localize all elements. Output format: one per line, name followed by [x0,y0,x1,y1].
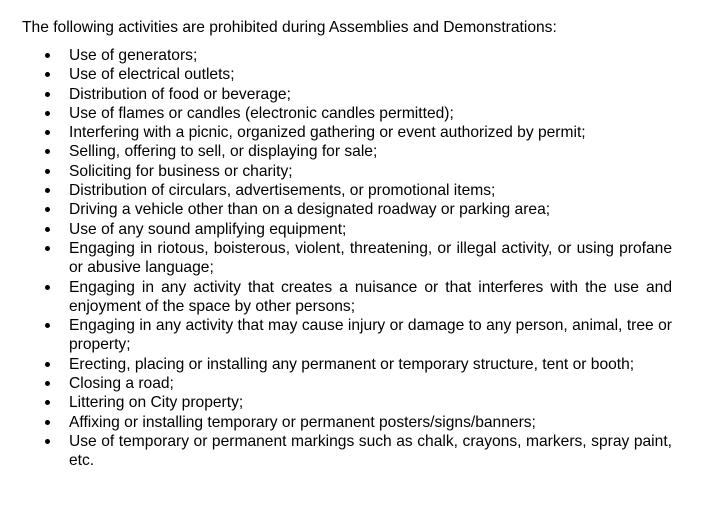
list-item-text: Interfering with a picnic, organized gathering or event authorized by permit; [69,124,586,142]
bullet-icon [45,285,50,290]
list-item-text: Closing a road; [69,375,174,393]
bullet-icon [45,72,50,77]
list-item-text: Erecting, placing or installing any permanent or temporary structure, tent or booth; [69,355,635,373]
list-item [40,181,672,200]
list-item [40,65,672,84]
list-item-text: Littering on City property; [69,394,244,412]
list-item [40,142,672,161]
bullet-icon [45,420,50,425]
list-item-text: Engaging in riotous, boisterous, violent, threatening, or illegal activity, or using profane or abusive language; [69,239,672,277]
list-item-text: Use of generators; [69,47,198,64]
bullet-icon [45,362,50,367]
list-item-text: Use of flames or candles (electronic candles permitted); [69,104,454,122]
bullet-icon [45,246,50,251]
list-item-text: Distribution of food or beverage; [69,85,291,103]
bullet-icon [45,227,50,232]
list-item [40,104,672,123]
list-item [40,46,672,65]
list-item-text: Engaging in any activity that creates a nuisance or that interferes with the use and enjoyment of the space by other persons; [69,278,672,315]
bullet-icon [45,439,50,444]
list-item [40,220,672,239]
list-item-text: Use of temporary or permanent markings such as chalk, crayons, markers, spray paint, etc. [69,432,672,470]
list-item-text: Engaging in any activity that may cause injury or damage to any person, animal, tree or property; [69,317,672,354]
list-item [40,162,672,181]
list-item [40,413,672,432]
bullet-icon [45,92,50,97]
list-item [40,123,672,142]
list-item-text: Driving a vehicle other than on a designated roadway or parking area; [69,201,551,219]
prohibited-activities-list [40,46,672,471]
list-item [40,355,672,374]
list-item [40,239,672,278]
list-item [40,393,672,412]
bullet-icon [45,207,50,212]
bullet-icon [45,188,50,193]
bullet-icon [45,323,50,328]
list-item [40,278,672,317]
list-item-text: Selling, offering to sell, or displaying for sale; [69,143,378,161]
bullet-icon [45,169,50,174]
list-item [40,200,672,219]
bullet-icon [45,400,50,405]
list-item-text: Affixing or installing temporary or permanent posters/signs/banners; [69,413,536,431]
list-item [40,432,672,471]
list-item [40,316,672,355]
list-item-text: Use of any sound amplifying equipment; [69,220,347,238]
bullet-icon [45,53,50,58]
bullet-icon [45,111,50,116]
list-item-text: Soliciting for business or charity; [69,162,293,180]
intro-text: The following activities are prohibited during Assemblies and Demonstrations: [22,19,557,36]
bullet-icon [45,149,50,154]
list-item [40,374,672,393]
list-item-text: Use of electrical outlets; [69,66,235,84]
bullet-icon [45,130,50,135]
bullet-icon [45,381,50,386]
list-item [40,85,672,104]
list-item-text: Distribution of circulars, advertisements, or promotional items; [69,182,496,200]
